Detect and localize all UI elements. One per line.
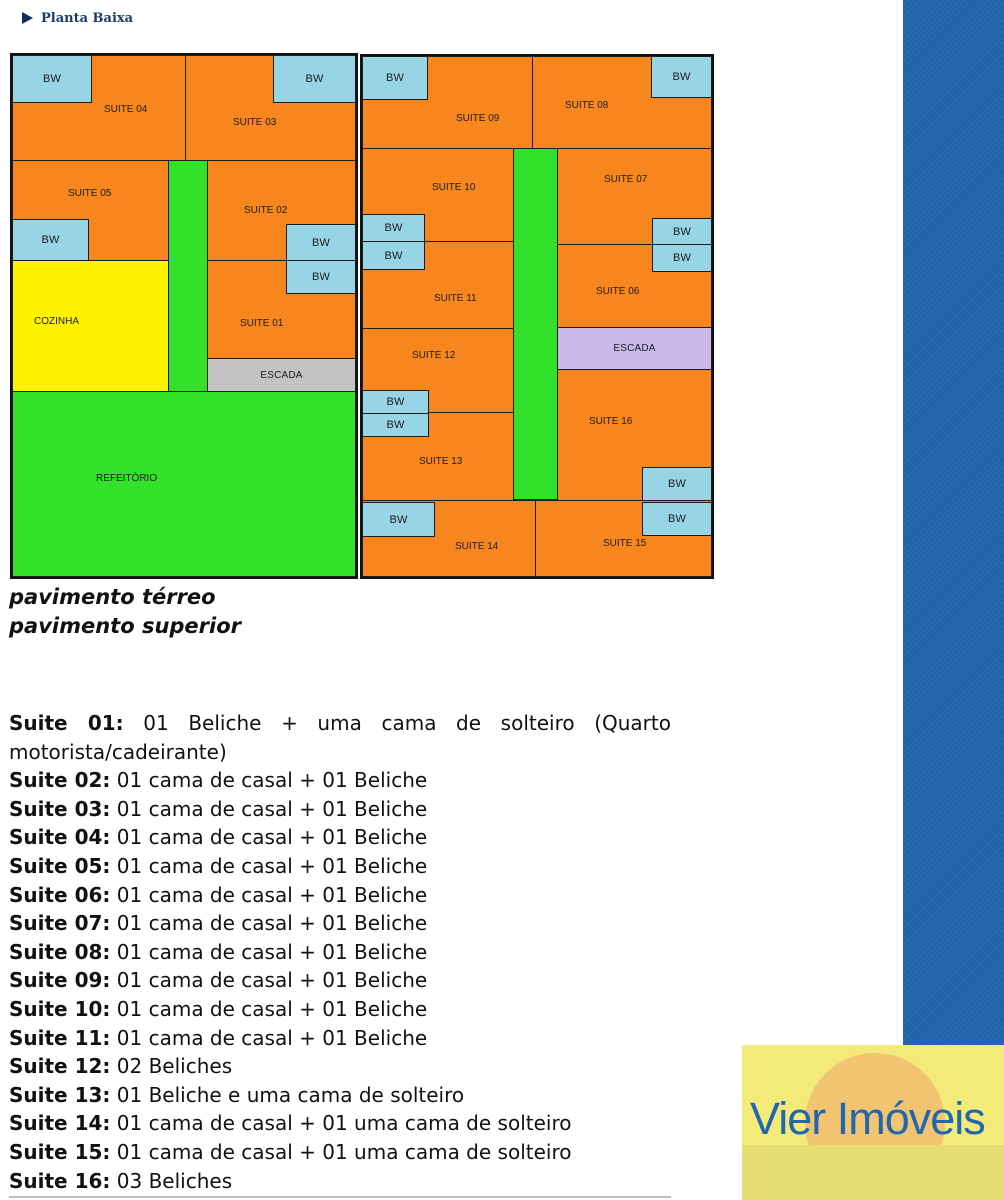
bathroom: BW [286, 260, 356, 294]
right-sidebar [903, 0, 1004, 1200]
caption-ground-floor: pavimento térreo [9, 585, 216, 609]
room-label-suite-05: SUITE 05 [68, 188, 112, 199]
logo-text: Vier Imóveis [750, 1093, 985, 1144]
suite-label: Suite 07: [9, 911, 111, 936]
suite-text: 01 cama de casal + 01 Beliche [116, 996, 428, 1021]
room-label-suite-15: SUITE 15 [603, 538, 647, 549]
room-stairs: ESCADA [207, 358, 356, 392]
room-label-suite-09: SUITE 09 [456, 113, 500, 124]
bathroom: BW [12, 219, 89, 261]
suite-text: 01 cama de casal + 01 Beliche [116, 768, 428, 793]
suite-item [9, 909, 671, 938]
suite-label: Suite 08: [9, 939, 111, 964]
suite-text: 01 Beliche + uma cama de solteiro (Quarto motorista/cadeirante) [9, 711, 671, 764]
bathroom: BW [12, 55, 92, 103]
suite-item [9, 1138, 671, 1167]
suite-item [9, 881, 671, 910]
bathroom: BW [362, 214, 425, 242]
logo [742, 1045, 1004, 1200]
suite-label: Suite 11: [9, 1025, 111, 1050]
bathroom: BW [362, 241, 425, 270]
divider [9, 1196, 671, 1198]
room-label-suite-01: SUITE 01 [240, 318, 284, 329]
section-title: Planta Baixa [41, 10, 134, 26]
suite-item [9, 966, 671, 995]
caption-upper-floor: pavimento superior [9, 614, 242, 638]
suite-item [9, 1109, 671, 1138]
suite-text: 01 cama de casal + 01 Beliche [116, 939, 428, 964]
room-label-suite-12: SUITE 12 [412, 350, 456, 361]
bathroom: BW [286, 224, 356, 261]
suite-text: 01 Beliche e uma cama de solteiro [116, 1082, 465, 1107]
bathroom: BW [642, 467, 712, 501]
room-label-kitchen: COZINHA [34, 316, 79, 327]
suite-text: 01 cama de casal + 01 uma cama de solteiro [116, 1111, 572, 1136]
suite-item [9, 938, 671, 967]
suite-item [9, 709, 671, 766]
suite-item [9, 1052, 671, 1081]
suite-text: 01 cama de casal + 01 Beliche [116, 882, 428, 907]
bathroom: BW [652, 244, 712, 272]
room-stairs: ESCADA [557, 327, 712, 370]
room-label-suite-13: SUITE 13 [419, 456, 463, 467]
suite-text: 01 cama de casal + 01 Beliche [116, 968, 428, 993]
suite-text: 02 Beliches [116, 1054, 233, 1079]
suite-label: Suite 06: [9, 882, 111, 907]
bathroom: BW [362, 56, 428, 100]
suite-description-list [9, 709, 671, 1195]
room-dining [12, 391, 356, 577]
corridor [168, 160, 208, 392]
room-label-suite-08: SUITE 08 [565, 100, 609, 111]
bathroom: BW [273, 55, 356, 103]
suite-text: 01 cama de casal + 01 Beliche [116, 825, 428, 850]
room-label-dining: REFEITÓRIO [96, 473, 158, 484]
suite-label: Suite 05: [9, 853, 111, 878]
suite-label: Suite 16: [9, 1168, 111, 1193]
suite-label: Suite 04: [9, 825, 111, 850]
sea-graphic [742, 1145, 1004, 1200]
suite-item [9, 795, 671, 824]
suite-label: Suite 09: [9, 968, 111, 993]
room-label-suite-04: SUITE 04 [104, 104, 148, 115]
section-header [22, 8, 133, 28]
room-label-suite-06: SUITE 06 [596, 286, 640, 297]
suite-text: 01 cama de casal + 01 Beliche [116, 796, 428, 821]
bathroom: BW [652, 218, 712, 245]
suite-item [9, 852, 671, 881]
suite-item [9, 823, 671, 852]
room-label-suite-11: SUITE 11 [434, 293, 477, 304]
suite-label: Suite 13: [9, 1082, 111, 1107]
suite-text: 01 cama de casal + 01 Beliche [116, 1025, 428, 1050]
suite-label: Suite 14: [9, 1111, 111, 1136]
suite-label: Suite 15: [9, 1139, 111, 1164]
room-label-suite-14: SUITE 14 [455, 541, 499, 552]
room-label-suite-02: SUITE 02 [244, 205, 288, 216]
room-label-suite-10: SUITE 10 [432, 182, 476, 193]
suite-label: Suite 02: [9, 768, 111, 793]
suite-text: 01 cama de casal + 01 Beliche [116, 853, 428, 878]
suite-text: 01 cama de casal + 01 uma cama de solteiro [116, 1139, 572, 1164]
suite-label: Suite 01: [9, 711, 124, 735]
bathroom: BW [362, 502, 435, 537]
suite-text: 03 Beliches [116, 1168, 233, 1193]
suite-item [9, 766, 671, 795]
suite-item [9, 995, 671, 1024]
room-label-suite-03: SUITE 03 [233, 117, 277, 128]
bathroom: BW [642, 502, 712, 536]
bathroom: BW [362, 413, 429, 437]
arrow-right-icon [22, 12, 33, 24]
suite-item [9, 1081, 671, 1110]
suite-label: Suite 10: [9, 996, 111, 1021]
bathroom: BW [362, 390, 429, 414]
suite-label: Suite 12: [9, 1054, 111, 1079]
suite-text: 01 cama de casal + 01 Beliche [116, 911, 428, 936]
suite-label: Suite 03: [9, 796, 111, 821]
bathroom: BW [651, 56, 712, 98]
corridor [513, 148, 558, 500]
room-label-suite-16: SUITE 16 [589, 416, 633, 427]
room-label-suite-07: SUITE 07 [604, 174, 648, 185]
suite-item [9, 1167, 671, 1196]
suite-item [9, 1024, 671, 1053]
